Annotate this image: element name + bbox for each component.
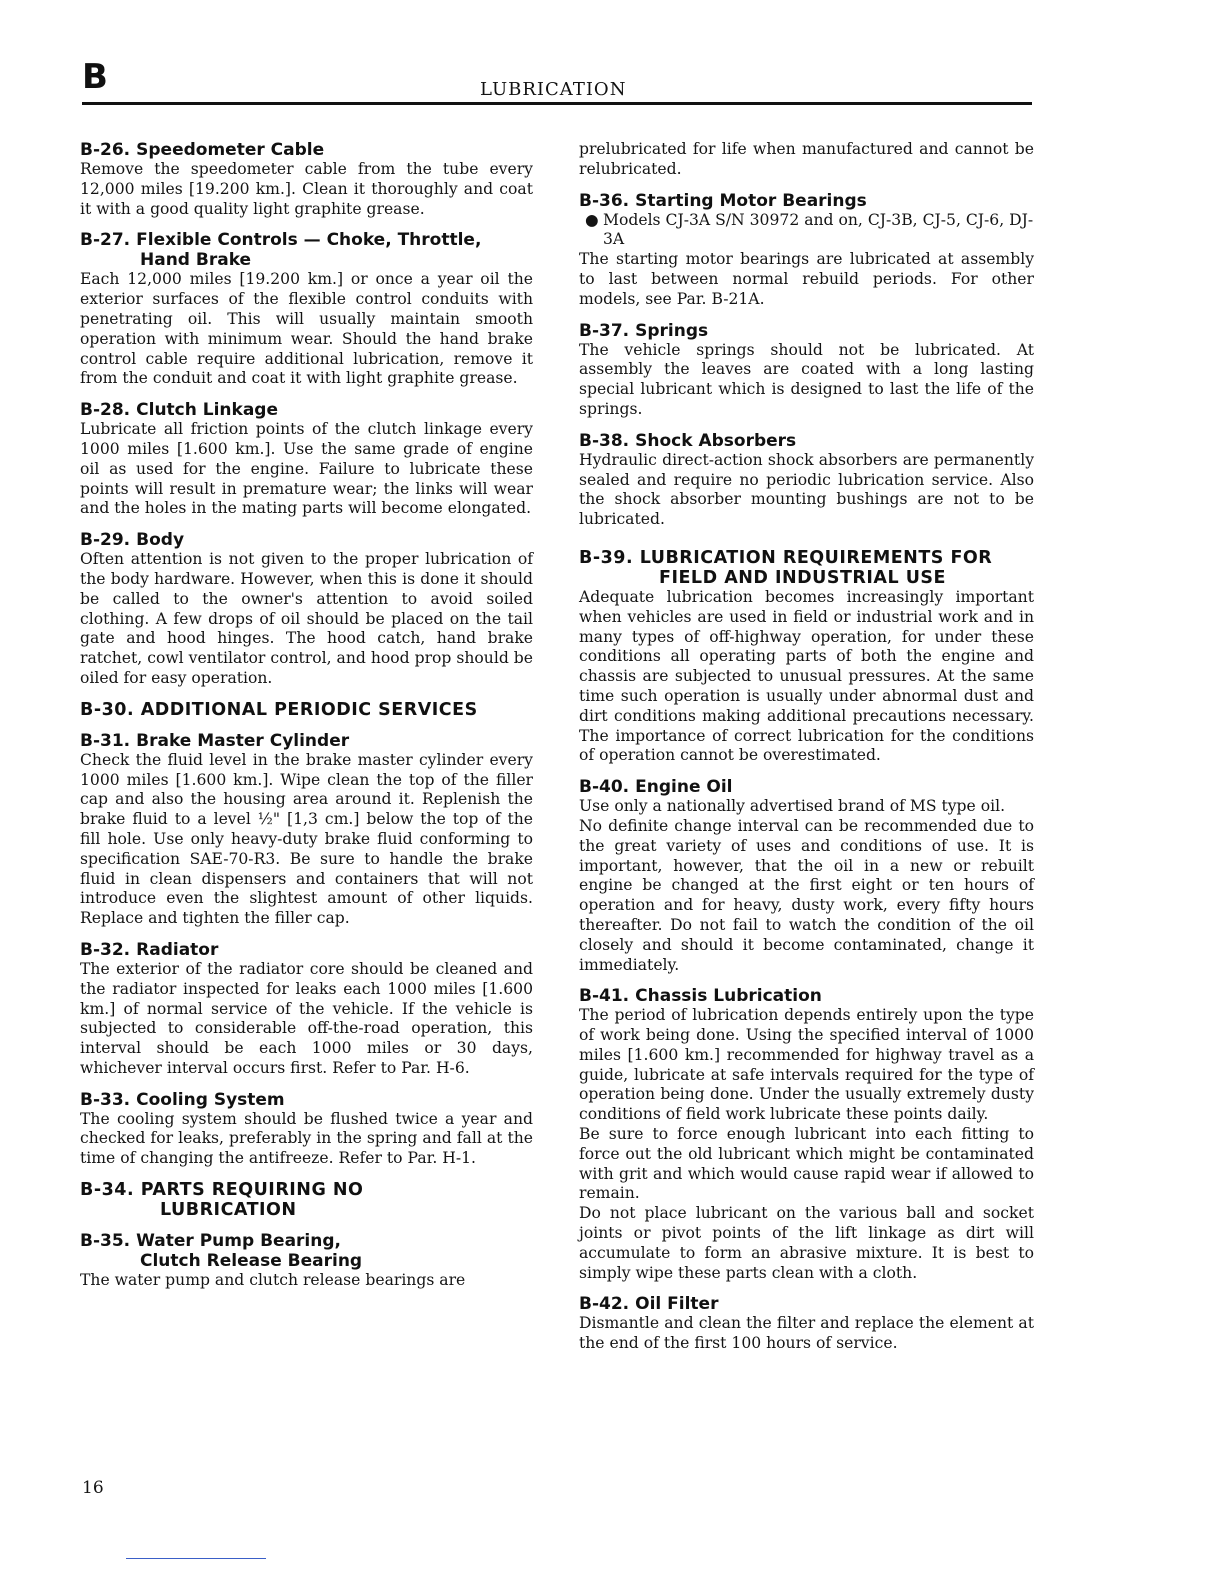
section-body: Remove the speedometer cable from the tube every 12,000 miles [19.200 km.]. Clean it thoroughly and coat it with a good quality light graphite grease. bbox=[80, 160, 533, 218]
section-body: Dismantle and clean the filter and replace the element at the end of the first 100 hours of service. bbox=[579, 1314, 1034, 1353]
section-heading: B-36. Starting Motor Bearings bbox=[579, 190, 867, 211]
section-heading: B-28. Clutch Linkage bbox=[80, 400, 279, 421]
section-letter: B bbox=[82, 57, 108, 97]
section-heading: B-42. Oil Filter bbox=[579, 1294, 719, 1315]
left-column bbox=[80, 140, 533, 1302]
section-body: Each 12,000 miles [19.200 km.] or once a year oil the exterior surfaces of the flexible control conduits with penetrating oil. This will usually maintain smooth operation with minimum wear. Should the hand brake control cable require additional lubrication, remove it from the conduit and coat it with light graphite grease. bbox=[80, 270, 533, 388]
section-heading: B-32. Radiator bbox=[80, 939, 219, 960]
section-b41 bbox=[579, 986, 1034, 1283]
section-body: The cooling system should be flushed twice a year and checked for leaks, preferably in the spring and fall at the time of changing the antifreeze. Refer to Par. H-1. bbox=[80, 1109, 533, 1168]
section-body: The water pump and clutch release bearings are bbox=[80, 1271, 466, 1290]
section-b33 bbox=[80, 1090, 533, 1169]
section-b30 bbox=[80, 700, 533, 720]
section-heading-line2: Clutch Release Bearing bbox=[140, 1251, 363, 1272]
section-b29 bbox=[80, 530, 533, 689]
section-heading: B-39. LUBRICATION REQUIREMENTS FOR bbox=[579, 547, 993, 568]
section-heading: B-38. Shock Absorbers bbox=[579, 430, 797, 451]
section-b36 bbox=[579, 191, 1034, 310]
section-heading-line2: LUBRICATION bbox=[160, 1200, 297, 1221]
section-b27 bbox=[80, 230, 533, 389]
section-body: Do not place lubricant on the various ball and socket joints or pivot points of the lift linkage as dirt will accumulate to form an abrasive mixture. It is best to simply wipe these parts clean with a cloth. bbox=[579, 1204, 1034, 1282]
section-body: Often attention is not given to the proper lubrication of the body hardware. However, when this is done it should be called to the owner's attention to avoid soiled clothing. A few drops of oil should be placed on the tail gate and hood hinges. The hood catch, hand brake ratchet, cowl ventilator control, and hood prop should be oiled for easy operation. bbox=[80, 550, 533, 687]
running-head: LUBRICATION bbox=[480, 79, 627, 100]
section-heading: B-37. Springs bbox=[579, 320, 709, 341]
section-heading-line2: FIELD AND INDUSTRIAL USE bbox=[659, 567, 946, 588]
section-body: The starting motor bearings are lubricated at assembly to last between normal rebuild periods. For other models, see Par. B-21A. bbox=[579, 250, 1034, 308]
section-heading: B-26. Speedometer Cable bbox=[80, 140, 325, 160]
section-b35 bbox=[80, 1231, 533, 1291]
section-heading-line2: Hand Brake bbox=[140, 250, 252, 271]
section-b31 bbox=[80, 731, 533, 929]
section-heading: B-34. PARTS REQUIRING NO bbox=[80, 1180, 364, 1201]
section-heading: B-31. Brake Master Cylinder bbox=[80, 730, 350, 751]
section-b37 bbox=[579, 321, 1034, 420]
header-rule bbox=[82, 102, 1032, 105]
section-body: Check the fluid level in the brake master cylinder every 1000 miles [1.600 km.]. Wipe clean the top of the filler cap and also the housing area around it. Replenish the brake fluid to a level ½" [1,3 cm.] below the top of the fill hole. Use only heavy-duty brake fluid conforming to specification SAE-70-R3. Be sure to handle the brake fluid in clean dispensers and containers that will not introduce even the slightest amount of other liquids. Replace and tighten the filler cap. bbox=[80, 750, 533, 928]
models-bullet: ● Models CJ-3A S/N 30972 and on, CJ-3B, CJ-5, CJ-6, DJ-3A bbox=[585, 210, 1034, 249]
section-body: Hydraulic direct-action shock absorbers are permanently sealed and require no periodic lubrication service. Also the shock absorber mounting bushings are not to be lubricated. bbox=[579, 450, 1034, 529]
section-body: prelubricated for life when manufactured and cannot be relubricated. bbox=[579, 140, 1034, 178]
page-number: 16 bbox=[82, 1478, 104, 1498]
section-heading: B-41. Chassis Lubrication bbox=[579, 986, 822, 1007]
section-heading: B-27. Flexible Controls — Choke, Throttle, bbox=[80, 230, 482, 251]
section-b40 bbox=[579, 777, 1034, 975]
section-b32 bbox=[80, 940, 533, 1079]
section-b26 bbox=[80, 140, 533, 219]
section-body: No definite change interval can be recommended due to the great variety of uses and conditions of use. It is important, however, that the oil in a new or rebuilt engine be changed at the first eight or ten hours of operation and for heavy, dusty work, every fifty hours thereafter. Do not fail to watch the condition of the oil closely and should it become contaminated, change it immediately. bbox=[579, 816, 1034, 974]
section-body: The exterior of the radiator core should be cleaned and the radiator inspected for leaks each 1000 miles [1.600 km.] of normal service of the vehicle. If the vehicle is subjected to considerable off-the-road operation, this interval should be each 1000 miles or 30 days, whichever interval occurs first. Refer to Par. H-6. bbox=[80, 959, 533, 1077]
bullet-icon: ● bbox=[585, 210, 599, 229]
section-heading: B-30. ADDITIONAL PERIODIC SERVICES bbox=[80, 699, 478, 720]
section-b38 bbox=[579, 431, 1034, 530]
section-b34 bbox=[80, 1180, 533, 1220]
right-column bbox=[579, 140, 1034, 1365]
section-b28 bbox=[80, 400, 533, 519]
section-body: The vehicle springs should not be lubricated. At assembly the leaves are coated with a long lasting special lubricant which is designed to last the life of the springs. bbox=[579, 340, 1034, 418]
section-body: The period of lubrication depends entirely upon the type of work being done. Using the specified interval of 1000 miles [1.600 km.] recommended for highway travel as a guide, lubricate at safe intervals required for the type of operation being done. Under the usually extremely dusty conditions of field work lubricate these points daily. bbox=[579, 1006, 1034, 1124]
section-body: Be sure to force enough lubricant into each fitting to force out the old lubricant which might be contaminated with grit and which would cause rapid wear if allowed to remain. bbox=[579, 1125, 1034, 1203]
section-heading: B-35. Water Pump Bearing, bbox=[80, 1231, 341, 1252]
section-b35-continued bbox=[579, 140, 1034, 180]
footer-line bbox=[126, 1558, 266, 1559]
section-heading: B-29. Body bbox=[80, 530, 185, 551]
section-body: Use only a nationally advertised brand of MS type oil. bbox=[579, 797, 1006, 816]
section-heading: B-40. Engine Oil bbox=[579, 777, 733, 798]
section-body: Lubricate all friction points of the clutch linkage every 1000 miles [1.600 km.]. Use the same grade of engine oil as used for the engine. Failure to lubricate these points will result in premature wear; the links will wear and the holes in the mating parts will become elongated. bbox=[80, 420, 533, 518]
section-b42 bbox=[579, 1294, 1034, 1354]
section-b39 bbox=[579, 548, 1034, 766]
section-body: Adequate lubrication becomes increasingly important when vehicles are used in field or industrial work and in many types of off-highway operation, for under these conditions all operating parts of both the engine and chassis are subjected to unusual pressures. At the same time such operation is usually under abnormal dust and dirt conditions making additional precautions necessary. The importance of correct lubrication for the conditions of operation cannot be overestimated. bbox=[579, 587, 1034, 765]
section-heading: B-33. Cooling System bbox=[80, 1089, 285, 1110]
